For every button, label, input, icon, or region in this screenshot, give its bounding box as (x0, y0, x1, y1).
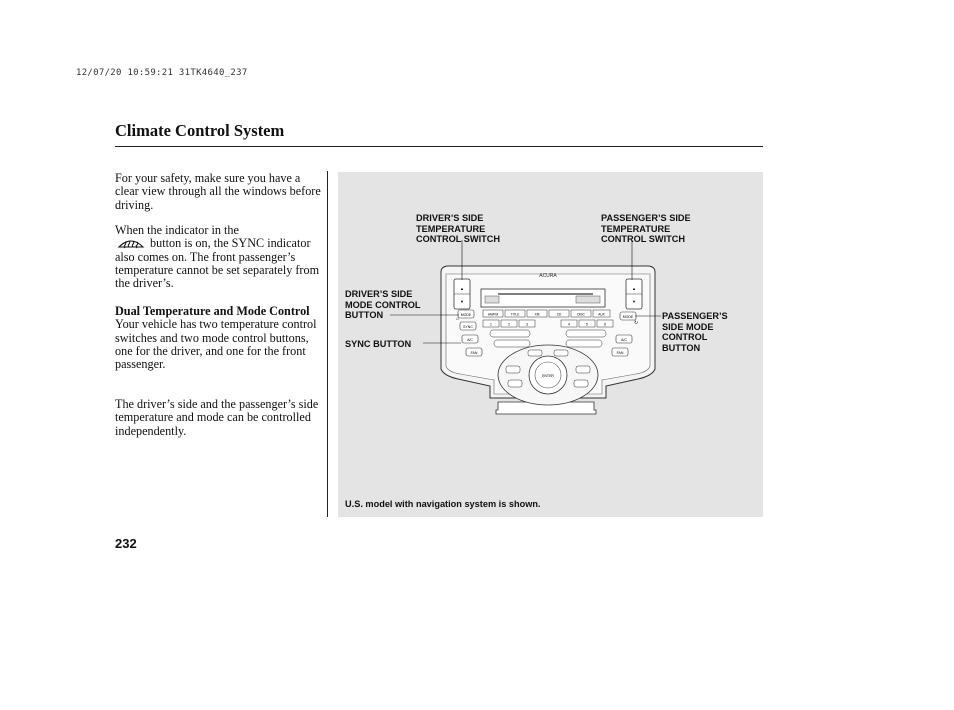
driver-temp-down-icon: ▼ (460, 299, 464, 304)
driver-fan-button-label: FAN (470, 351, 478, 355)
scan-button-upper[interactable] (566, 330, 606, 337)
passenger-temp-label: PASSENGER’S SIDE TEMPERATURE CONTROL SWITCH (601, 213, 691, 244)
right-cluster-button-2[interactable] (574, 380, 588, 387)
enter-label: ENTER (542, 374, 554, 378)
preset-4-label: 4 (568, 322, 570, 327)
recirculate-small-icon: ↻ (634, 320, 639, 326)
panel-brand-text: ACURA (539, 273, 557, 279)
sync-indicator-paragraph (115, 224, 327, 290)
passenger-fan-button-label: FAN (616, 351, 624, 355)
radio-disc-label: DISC (577, 312, 585, 317)
top-cluster-button-2[interactable] (554, 350, 568, 356)
page-number: 232 (115, 536, 137, 551)
safety-paragraph: For your safety, make sure you have a clear view through all the windows before driving. (115, 171, 321, 212)
print-timestamp: 12/07/20 10:59:21 31TK4640_237 (76, 68, 248, 78)
seek-button-lower[interactable] (494, 340, 530, 347)
right-cluster-button-1[interactable] (576, 366, 590, 373)
figure-caption: U.S. model with navigation system is shown. (345, 499, 541, 509)
radio-cd-label: CD (556, 312, 562, 317)
driver-mode-label: DRIVER’S SIDE MODE CONTROL BUTTON (345, 289, 421, 320)
sync-button-label-callout: SYNC BUTTON (345, 339, 412, 349)
radio-title-label: TITLE (510, 312, 520, 317)
driver-mode-button-label: MODE (460, 313, 472, 317)
top-cluster-button-1[interactable] (528, 350, 542, 356)
radio-xm-label: XM (534, 312, 540, 317)
climate-panel-figure (338, 172, 763, 517)
passenger-mode-button-label: MODE (622, 315, 634, 319)
column-divider (327, 171, 328, 517)
defrost-small-icon: ⌂ (456, 316, 460, 322)
sync-paragraph-lead: When the indicator in the (115, 223, 239, 237)
preset-6-label: 6 (604, 322, 606, 327)
passenger-temp-down-icon: ▼ (632, 299, 636, 304)
sync-paragraph-rest: button is on, the SYNC indicator also comes on. The front passenger’s temperature cannot be set separately from the driver’s. (115, 236, 320, 291)
seek-button-upper[interactable] (490, 330, 530, 337)
independent-control-paragraph: The driver’s side and the passenger’s side temperature and mode can be controlled independently. (115, 397, 319, 438)
passenger-temp-up-icon: ▲ (632, 286, 636, 291)
title-rule (115, 146, 763, 147)
display-right-segment (576, 296, 600, 303)
preset-3-label: 3 (526, 322, 528, 327)
display-left-segment (485, 296, 499, 303)
passenger-mode-label: PASSENGER’S SIDE MODE CONTROL BUTTON (662, 311, 728, 353)
preset-1-label: 1 (490, 322, 492, 327)
dual-control-paragraph: Your vehicle has two temperature control switches and two mode control buttons, one for the driver, and one for the front passenger. (115, 317, 317, 372)
passenger-ac-button-label: A/C (621, 338, 627, 342)
radio-function-row (483, 310, 610, 317)
driver-temp-up-icon: ▲ (460, 286, 464, 291)
preset-2-label: 2 (508, 322, 510, 327)
radio-aux-label: AUX (598, 312, 605, 317)
driver-ac-button-label: A/C (467, 338, 473, 342)
driver-temp-label: DRIVER’S SIDE TEMPERATURE CONTROL SWITCH (416, 213, 501, 244)
radio-amfm-label: AM/FM (487, 312, 499, 317)
left-cluster-button-2[interactable] (508, 380, 522, 387)
page-title: Climate Control System (115, 121, 285, 140)
dual-control-section (115, 305, 327, 371)
dual-control-heading: Dual Temperature and Mode Control (115, 304, 310, 318)
preset-5-label: 5 (586, 322, 588, 327)
left-cluster-button-1[interactable] (506, 366, 520, 373)
sync-button-label: SYNC (463, 325, 473, 329)
rear-defrost-icon (117, 237, 145, 249)
scan-button-lower[interactable] (566, 340, 602, 347)
